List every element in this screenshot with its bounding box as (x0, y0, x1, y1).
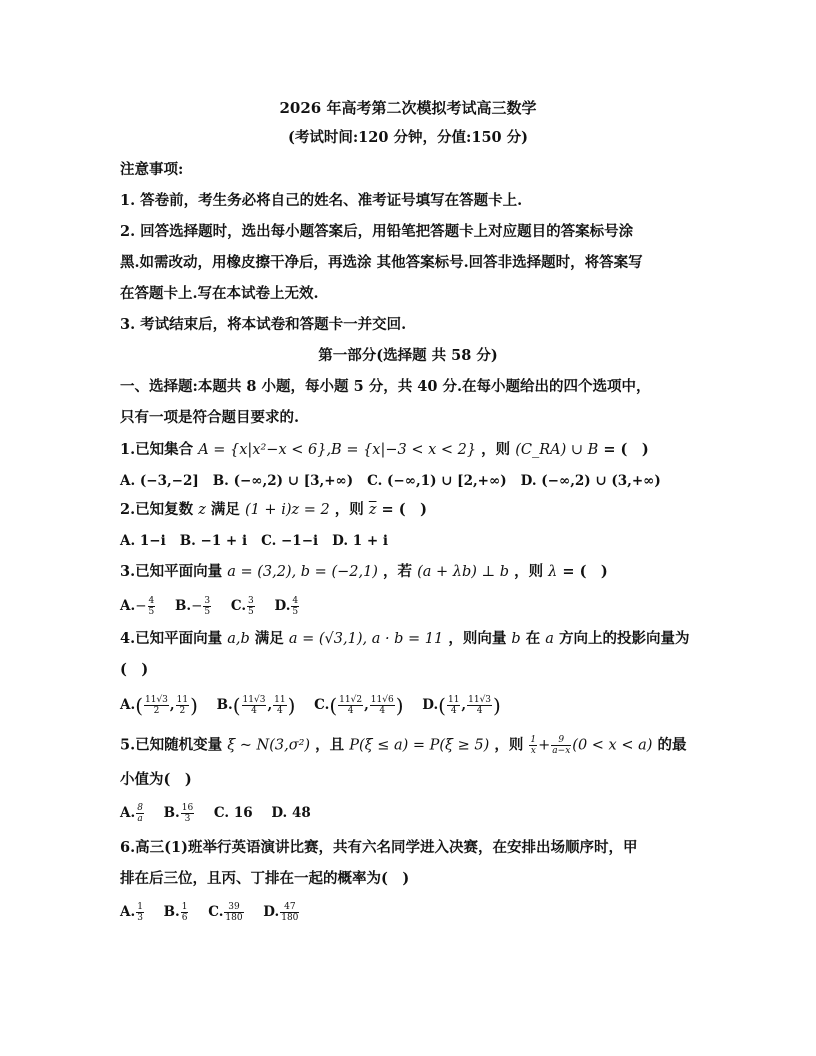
frac-den: 180 (281, 913, 299, 923)
q1-option-c: C. (−∞,1) ∪ [2,+∞) (367, 473, 507, 489)
frac-num: 8 (137, 803, 143, 813)
frac-den: 3 (137, 913, 143, 923)
q4-option-a-label: A. (120, 697, 136, 713)
q4-mid3: 在 (520, 630, 546, 647)
frac (273, 695, 286, 716)
frac-num: 11√2 (339, 695, 363, 705)
q4-option-b-label: B. (216, 697, 233, 713)
q3-option-a-fraction (148, 596, 156, 617)
frac (447, 695, 460, 716)
frac-den: 5 (248, 607, 254, 617)
q3-lead: 3.已知平面向量 (120, 563, 228, 580)
question-4 (120, 629, 690, 649)
q1-set-a: A = {x|x²−x < 6} (198, 442, 327, 458)
notes-heading: 注意事项: (120, 161, 184, 178)
frac-den: 5 (148, 607, 155, 617)
frac-num: 4 (292, 596, 299, 606)
q5-mid: ，且 (310, 736, 350, 754)
frac (181, 902, 189, 923)
section-intro-line-2: 只有一项是符合题目要求的. (120, 409, 300, 426)
frac (181, 803, 194, 824)
q6-option-c-label: C. (208, 904, 224, 920)
q3-option-b-fraction (203, 596, 211, 617)
q3-option-b (174, 596, 212, 617)
frac-num: 1 (530, 735, 537, 745)
frac-num: 11√3 (145, 695, 168, 705)
q5-tail: 的最 (652, 736, 687, 754)
q5-distribution: ξ ~ N(3,σ²) (227, 737, 311, 754)
frac-num: 39 (224, 902, 243, 913)
q4-option-a: A.( $\frac{11√3}{2}$ , $\frac{11}{2}$ ) (120, 693, 198, 718)
frac (370, 695, 395, 716)
note-1: 1. 答卷前，考生务必将自己的姓名、准考证号填写在答题卡上. (120, 192, 523, 209)
q1-expr: (C_RA) ∪ B (515, 442, 599, 458)
frac-num: 3 (248, 596, 254, 606)
q3-tail: = ( ) (557, 563, 608, 580)
frac-den: a (137, 814, 143, 824)
q4-vec-a: a (545, 631, 554, 647)
frac-num: 3 (204, 596, 211, 606)
q4-tail: 方向上的投影向量为 (553, 630, 690, 647)
q3-option-d-fraction (291, 596, 299, 617)
q5-options (120, 803, 325, 824)
q4-option-c-label: C. (314, 697, 330, 713)
q6-option-b (163, 902, 190, 923)
frac-num: 16 (181, 803, 194, 813)
exam-subtitle: (考试时间:120 分钟，分值:150 分) (287, 129, 529, 146)
q4-paren: ( ) (120, 661, 149, 678)
frac-num: 11 (274, 695, 286, 705)
q2-mid2: ，则 (329, 501, 369, 518)
q4-mid2: ，则向量 (443, 630, 512, 647)
frac-num: 4 (148, 596, 155, 606)
q2-mid: 满足 (205, 501, 245, 518)
q5-frac-1 (529, 735, 537, 756)
section-part-title: 第一部分(选择题 共 58 分) (318, 347, 498, 364)
frac (242, 695, 267, 716)
q6-option-a-label: A. (120, 904, 136, 920)
frac-num: 1 (137, 902, 143, 912)
q5-frac-2 (551, 735, 571, 756)
question-6-line-2: 排在后三位，且丙、丁排在一起的概率为( ) (120, 870, 410, 887)
q2-conjugate: $\overline{z}$ (368, 502, 377, 518)
frac-num: 11 (176, 695, 189, 705)
q1-options (120, 471, 675, 491)
q3-vectors: a = (3,2), b = (−2,1) (227, 564, 378, 580)
q4-option-d-label: D. (422, 697, 439, 713)
frac-den: 4 (251, 706, 257, 716)
frac (338, 695, 363, 716)
frac-den: 4 (450, 706, 457, 716)
q3-option-b-label: B. (174, 598, 192, 614)
q3-mid2: ，则 (509, 563, 549, 580)
q3-option-b-sign: − (191, 598, 203, 614)
q2-options (120, 531, 402, 551)
frac-den: 180 (225, 913, 243, 923)
frac-den: 4 (476, 706, 483, 716)
q5-option-b (163, 803, 196, 824)
q3-option-c-label: C. (230, 598, 247, 614)
q5-line-2: 小值为( ) (120, 771, 192, 788)
q1-mid: ，则 (476, 441, 516, 458)
q1-option-a: A. (−3,−2] (120, 473, 199, 489)
frac-num: 47 (280, 902, 299, 913)
q1-lead: 1.已知集合 (120, 441, 199, 458)
q3-option-a (120, 596, 156, 617)
frac (136, 803, 144, 824)
q2-option-c: C. −1−i (261, 533, 319, 549)
frac-den: 5 (292, 607, 299, 617)
q3-option-c (230, 596, 256, 617)
frac (136, 902, 144, 923)
q6-options (120, 902, 314, 923)
question-3 (120, 562, 608, 582)
note-2-line-2: 黑.如需改动，用橡皮擦干净后，再选涂 其他答案标号.回答非选择题时，将答案写 (120, 254, 643, 271)
q4-condition: a = (√3,1), a · b = 11 (288, 631, 444, 647)
q3-mid: ，若 (377, 563, 418, 580)
q4-options (120, 695, 515, 716)
question-1 (120, 440, 649, 460)
q4-mid: 满足 (249, 630, 289, 647)
q5-option-a-label: A. (120, 805, 136, 821)
q6-option-a (120, 902, 145, 923)
q3-condition: (a + λb) ⊥ b (417, 564, 510, 580)
frac-den: 5 (204, 607, 211, 617)
q5-mid2: ，则 (489, 736, 529, 754)
note-2-line-1: 2. 回答选择题时，选出每小题答案后，用铅笔把答题卡上对应题目的答案标号涂 (120, 223, 634, 240)
note-2-line-3: 在答题卡上.写在本试卷上无效. (120, 285, 319, 302)
q3-option-d (274, 596, 300, 617)
question-6-line-1: 6.高三(1)班举行英语演讲比赛，共有六名同学进入决赛，在安排出场顺序时，甲 (120, 839, 638, 856)
q5-condition: P(ξ ≤ a) = P(ξ ≥ 5) (349, 737, 490, 754)
q1-tail: = ( ) (598, 441, 649, 458)
frac-den: x (530, 746, 536, 756)
q1-set-b: ,B = {x|−3 < x < 2} (326, 442, 477, 458)
q5-option-a (120, 803, 145, 824)
q2-option-a: A. 1−i (120, 533, 166, 549)
q5-option-b-label: B. (163, 805, 180, 821)
exam-title: 2026 年高考第二次模拟考试高三数学 (279, 99, 537, 117)
frac (280, 902, 299, 923)
q6-option-c (208, 902, 244, 923)
note-3: 3. 考试结束后，将本试卷和答题卡一并交回. (120, 316, 407, 333)
section-intro-line-1: 一、选择题:本题共 8 小题，每小题 5 分，共 40 分.在每小题给出的四个选项中， (120, 378, 651, 395)
q2-var: z (198, 502, 206, 518)
frac-den: 2 (179, 706, 186, 716)
q3-var: λ (548, 564, 558, 580)
frac-den: 4 (379, 706, 386, 716)
q2-option-b: B. −1 + i (179, 533, 248, 549)
frac-num: 11√3 (242, 695, 266, 705)
q6-option-d (263, 902, 300, 923)
frac-den: 2 (153, 706, 160, 716)
q2-condition: (1 + i)z = 2 (244, 502, 330, 518)
frac-num: 11 (447, 695, 460, 705)
q6-option-d-label: D. (263, 904, 280, 920)
frac (224, 902, 243, 923)
q4-lead: 4.已知平面向量 (120, 630, 228, 647)
q6-option-b-label: B. (163, 904, 180, 920)
q5-option-d: D. 48 (271, 805, 311, 821)
q3-option-a-sign: − (135, 598, 147, 614)
q3-options (120, 596, 314, 617)
q1-option-b: B. (−∞,2) ∪ [3,+∞) (212, 473, 354, 489)
frac-den: 3 (184, 814, 191, 824)
q1-option-d: D. (−∞,2) ∪ (3,+∞) (520, 473, 661, 489)
q4-option-b: B.( $\frac{11√3}{4}$ , $\frac{11}{4}$ ) (216, 693, 296, 718)
frac-num: 1 (181, 902, 188, 912)
frac-den: 4 (347, 706, 354, 716)
q4-option-c: C.( $\frac{11√2}{4}$ , $\frac{11√6}{4}$ ) (314, 693, 404, 718)
q2-tail: = ( ) (376, 501, 427, 518)
q4-option-d: D.( $\frac{11}{4}$ , $\frac{11√3}{4}$ ) (422, 693, 501, 718)
q3-option-d-label: D. (274, 598, 291, 614)
question-5 (120, 735, 686, 756)
frac-num: 9 (551, 735, 571, 746)
q5-plus: + (538, 737, 551, 754)
frac-num: 11√3 (468, 695, 492, 705)
frac-num: 11√6 (370, 695, 394, 705)
q5-option-c: C. 16 (213, 805, 253, 821)
q5-lead: 5.已知随机变量 (120, 736, 228, 754)
question-2 (120, 500, 427, 520)
frac-den: 6 (181, 913, 188, 923)
q2-option-d: D. 1 + i (332, 533, 388, 549)
q2-lead: 2.已知复数 (120, 501, 199, 518)
frac (176, 695, 189, 716)
q5-range: (0 < x < a) (572, 737, 653, 754)
frac (144, 695, 169, 716)
frac (467, 695, 492, 716)
q4-vec-b: b (511, 631, 521, 647)
frac-den: 4 (277, 706, 283, 716)
q3-option-a-label: A. (120, 598, 136, 614)
q4-vectors: a,b (227, 631, 250, 647)
frac-den: a−x (552, 746, 571, 756)
q3-option-c-fraction (247, 596, 255, 617)
